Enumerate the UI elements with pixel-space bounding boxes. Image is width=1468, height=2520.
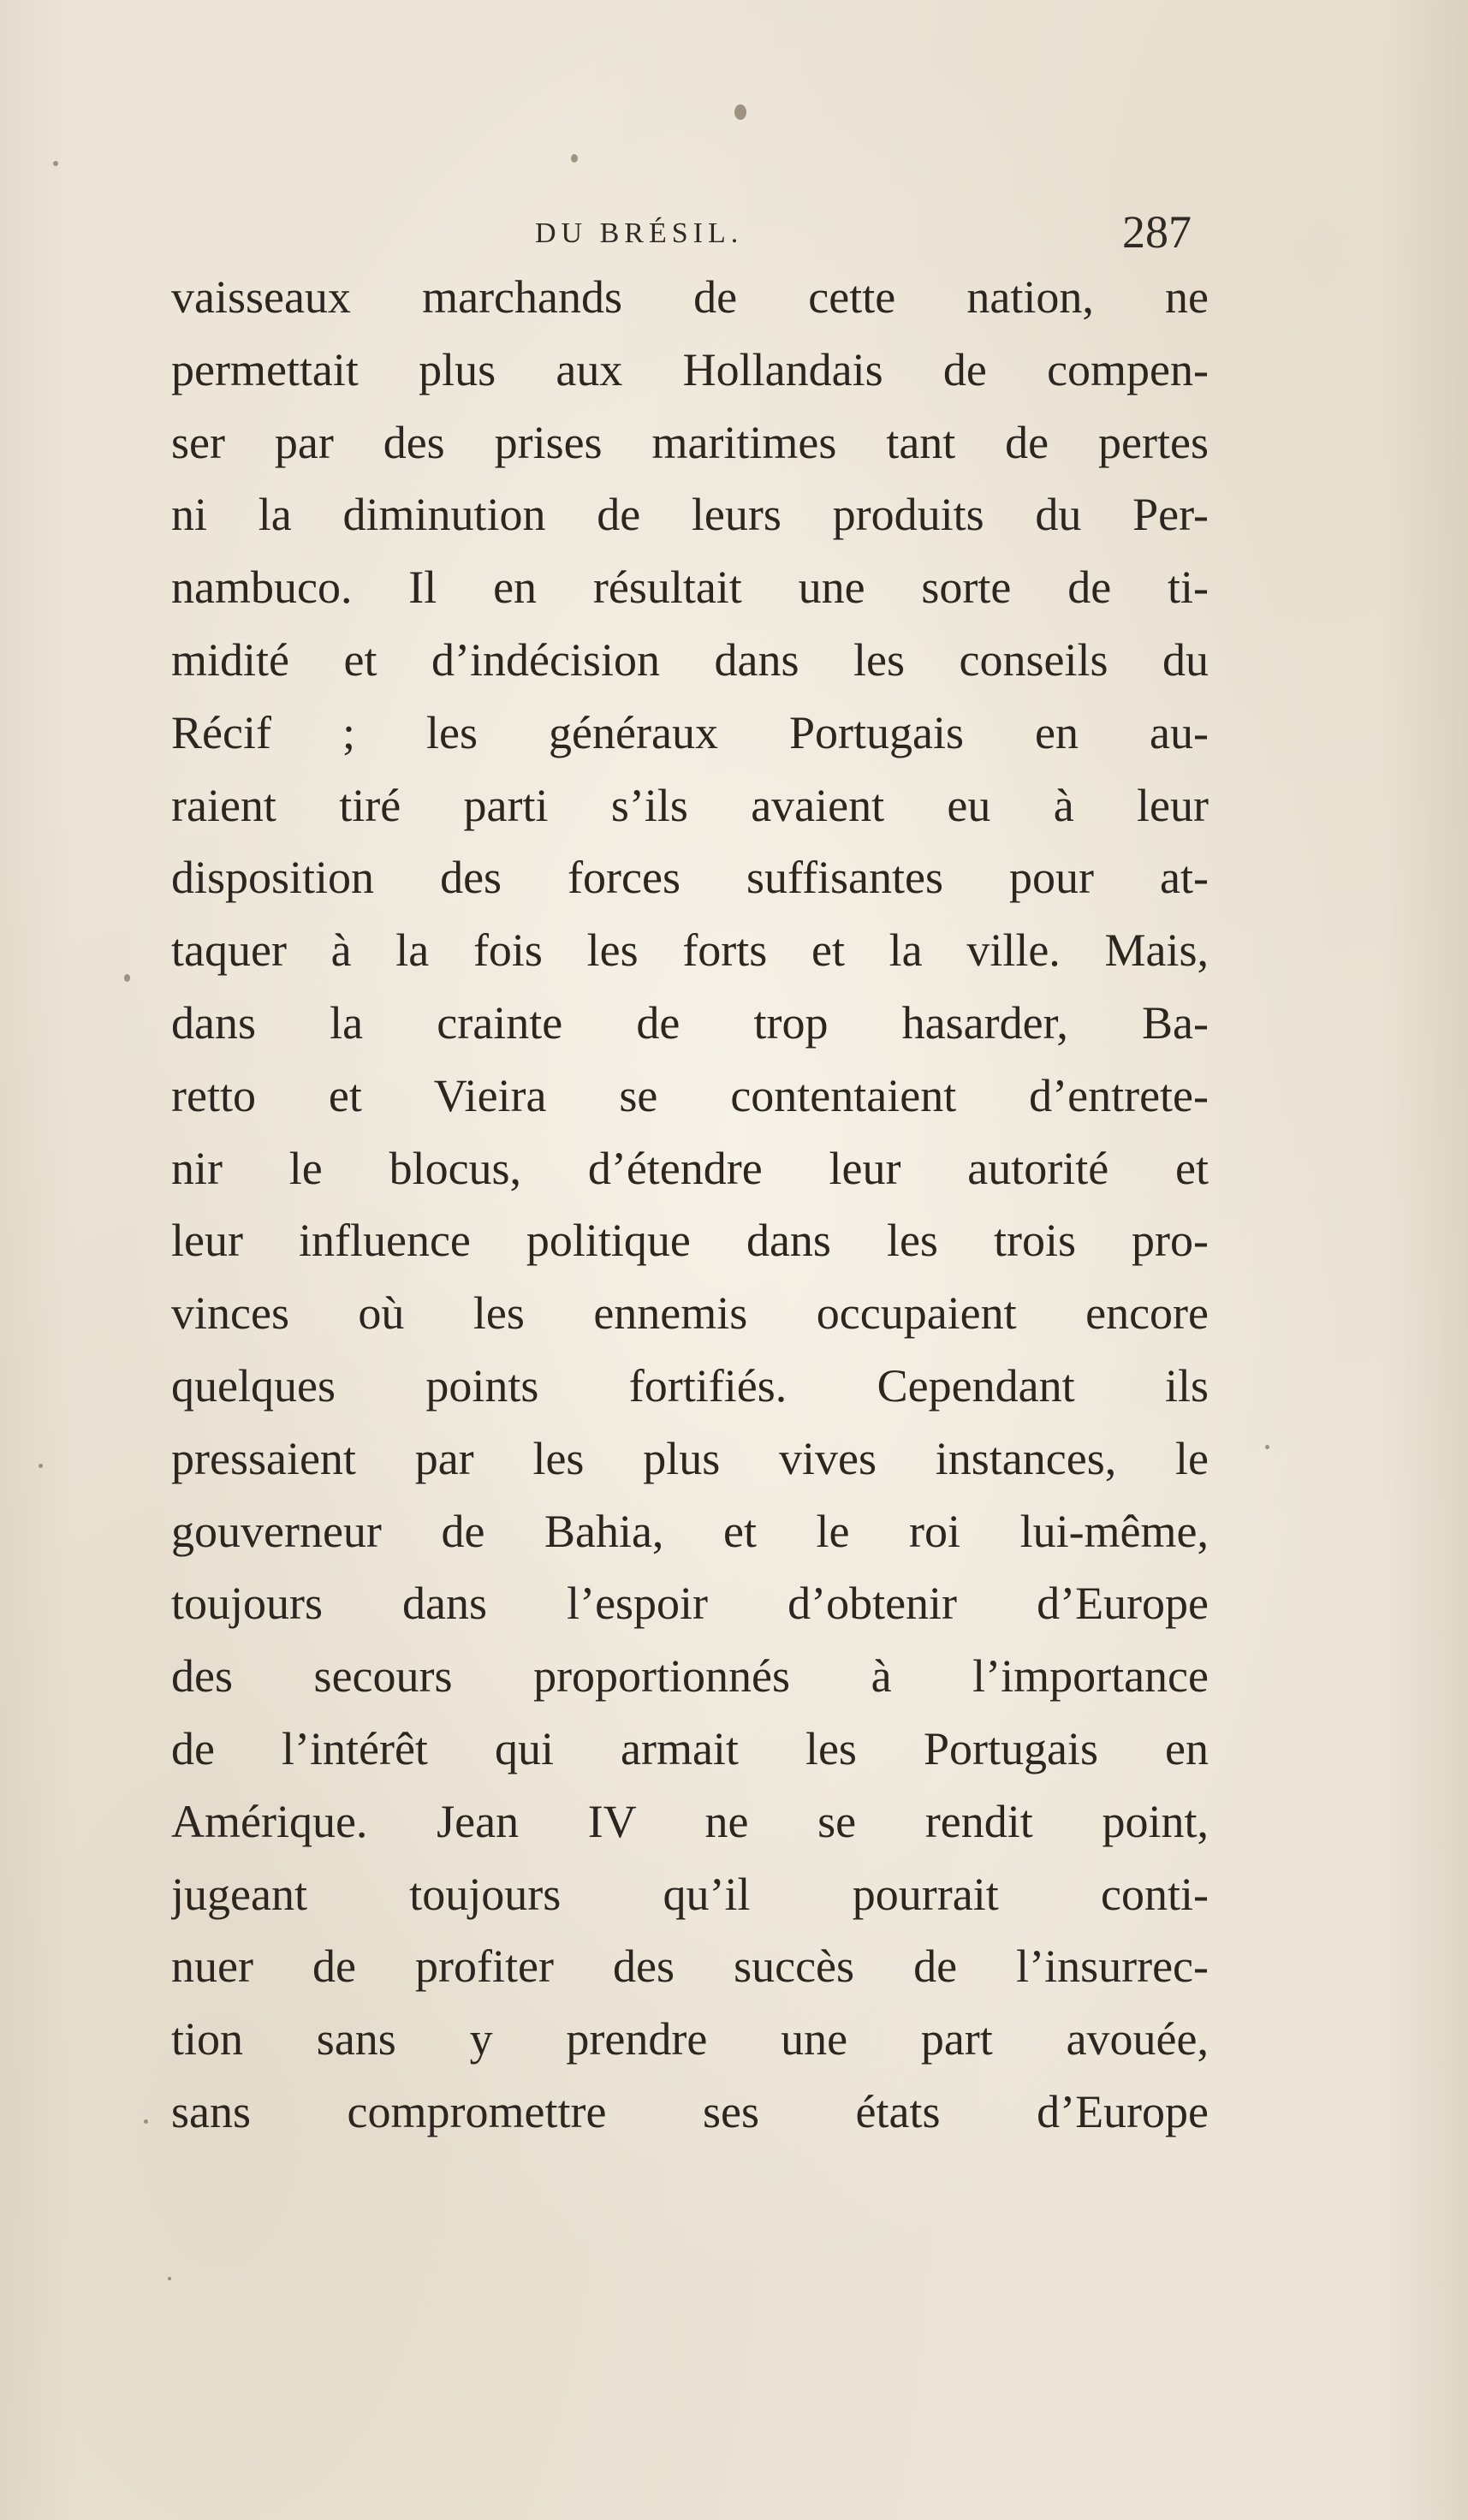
page-number: 287	[1122, 206, 1192, 258]
text-line: taquer à la fois les forts et la ville. Mais,	[171, 924, 1209, 977]
text-line: tion sans y prendre une part avouée,	[171, 2013, 1209, 2065]
text-line: nir le blocus, d’étendre leur autorité et	[171, 1142, 1209, 1194]
paper-speck	[124, 974, 130, 982]
text-line: raient tiré parti s’ils avaient eu à leur	[171, 779, 1209, 831]
text-line: retto et Vieira se contentaient d’entrete-	[171, 1069, 1209, 1121]
text-line: jugeant toujours qu’il pourrait conti-	[171, 1868, 1209, 1920]
text-line: de l’intérêt qui armait les Portugais en	[171, 1722, 1209, 1774]
paper-speck	[39, 1464, 43, 1468]
text-line: vaisseaux marchands de cette nation, ne	[171, 271, 1209, 323]
text-line: permettait plus aux Hollandais de compen-	[171, 343, 1209, 395]
paper-speck	[734, 104, 746, 120]
text-line: pressaient par les plus vives instances, le	[171, 1432, 1209, 1484]
text-line: midité et d’indécision dans les conseils du	[171, 633, 1209, 686]
text-line: Amérique. Jean IV ne se rendit point,	[171, 1795, 1209, 1847]
text-line: disposition des forces suffisantes pour at-	[171, 852, 1209, 904]
text-line: sans compromettre ses états d’Europe	[171, 2085, 1209, 2137]
text-line: dans la crainte de trop hasarder, Ba-	[171, 996, 1209, 1049]
paper-speck	[53, 161, 58, 166]
text-line: leur influence politique dans les trois pro-	[171, 1215, 1209, 1267]
text-line: nuer de profiter des succès de l’insurrec-	[171, 1941, 1209, 1993]
text-line: gouverneur de Bahia, et le roi lui-même,	[171, 1505, 1209, 1557]
text-line: des secours proportionnés à l’importance	[171, 1650, 1209, 1703]
paper-speck	[571, 154, 578, 163]
paper-speck	[168, 2277, 171, 2280]
body-text	[171, 261, 1209, 2149]
text-line: ser par des prises maritimes tant de pertes	[171, 416, 1209, 468]
running-head-title: DU BRÉSIL.	[535, 217, 744, 249]
text-line: nambuco. Il en résultait une sorte de ti-	[171, 562, 1209, 614]
text-line: Récif ; les généraux Portugais en au-	[171, 706, 1209, 758]
text-line: ni la diminution de leurs produits du Per-	[171, 489, 1209, 541]
paper-speck	[1265, 1445, 1269, 1449]
paper-speck	[144, 2119, 148, 2124]
text-line: quelques points fortifiés. Cependant ils	[171, 1359, 1209, 1412]
text-line: vinces où les ennemis occupaient encore	[171, 1287, 1209, 1340]
text-line: toujours dans l’espoir d’obtenir d’Europe	[171, 1578, 1209, 1630]
running-head	[171, 205, 1209, 257]
